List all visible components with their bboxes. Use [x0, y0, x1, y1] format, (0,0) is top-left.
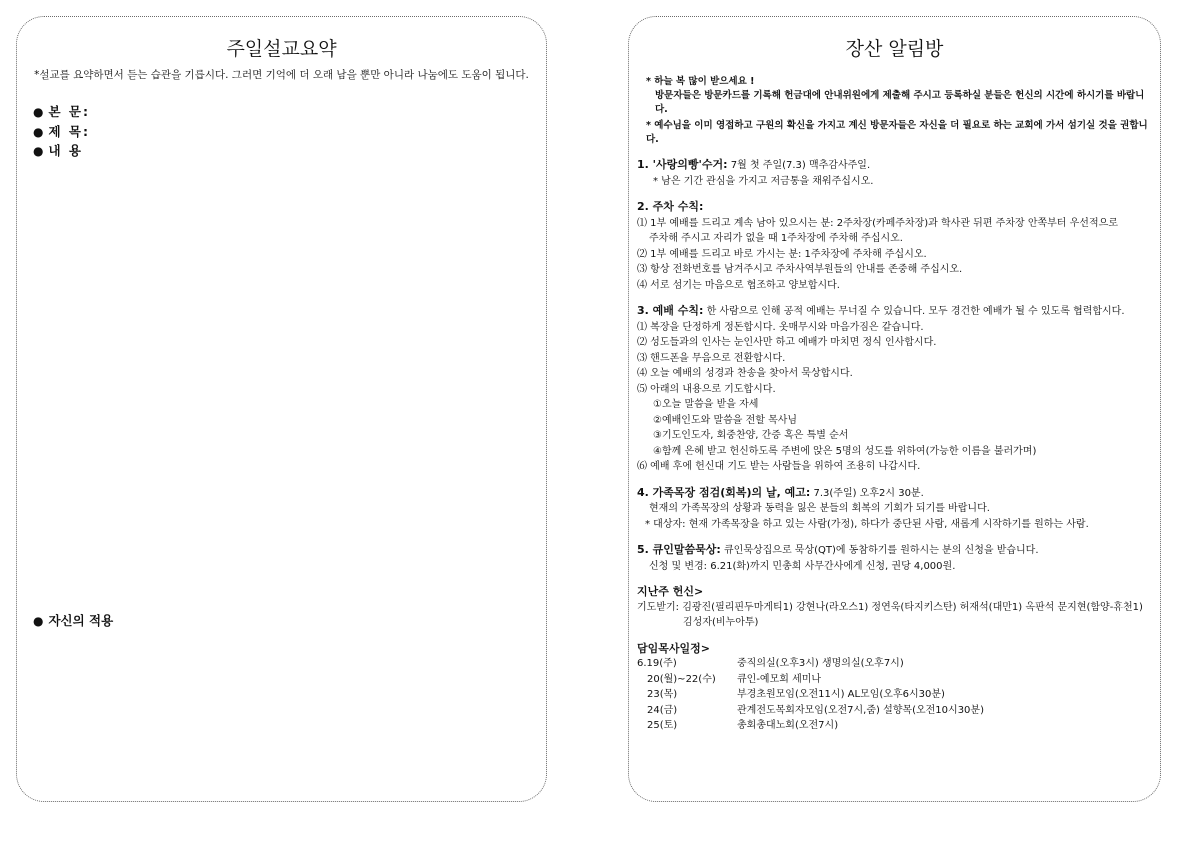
section-line: ⑷ 서로 섬기는 마음으로 협조하고 양보합시다.	[637, 279, 840, 291]
bullet-icon: ●	[33, 614, 44, 628]
prayer-item: ④함께 은혜 받고 헌신하도록 주변에 앉은 5명의 성도를 위하여(가능한 이름을 불러가며)	[653, 445, 1037, 457]
section-heading: 5. 큐인말씀묵상:	[637, 543, 721, 556]
content-label: 내 용	[48, 143, 83, 158]
notice-line: * 하늘 복 많이 받으세요 !	[646, 76, 755, 87]
section-heading: 2. 주차 수칙:	[637, 200, 704, 213]
bullet-icon: ●	[33, 144, 44, 158]
schedule-date: 25(토)	[647, 720, 678, 731]
schedule-date: 20(월)~22(수)	[647, 673, 716, 685]
section-text: 7월 첫 주일(7.3) 맥추감사주일.	[727, 160, 871, 171]
section-parking	[637, 199, 1152, 216]
section-line: ⑹ 예배 후에 헌신대 기도 받는 사람들을 위하여 조용히 나갑시다.	[637, 461, 921, 472]
section-heading: 4. 가족목장 점검(회복)의 날, 예고:	[637, 485, 811, 499]
scripture-label: 본 문:	[48, 104, 90, 119]
section-worship	[637, 303, 1152, 320]
section-line: 신청 및 변경: 6.21(화)까지 민총희 사무간사에게 신청, 권당 4,000원.	[649, 560, 956, 572]
notice-line: 방문자들은 방문카드를 기록해 헌금대에 안내위원에게 제출해 주시고 등록하실 분들은 헌신의 시간에 하시기를 바랍니다.	[655, 90, 1145, 115]
announcements-content	[637, 75, 1152, 734]
section-text: 7.3(주일) 오후2시 30분.	[810, 487, 924, 499]
schedule-row	[637, 703, 1152, 719]
application-label: 자신의 적용	[48, 613, 114, 628]
section-line: ⑵ 성도들과의 인사는 눈인사만 하고 예배가 마치면 정식 인사합시다.	[637, 337, 937, 348]
welcome-notice	[637, 75, 1152, 147]
schedule-event: 큐인-예모회 세미나	[737, 673, 822, 685]
section-heading: 1. '사랑의빵'수거:	[637, 158, 728, 171]
application-field	[33, 611, 113, 629]
offering-line: 김성자(비누아투)	[683, 617, 759, 628]
scripture-field	[33, 102, 90, 120]
section-love-bread	[637, 157, 1152, 174]
prayer-item: ②예배인도와 말씀을 전할 목사님	[653, 414, 798, 426]
prayer-item: ①오늘 말씀을 받을 자세	[653, 399, 759, 410]
bullet-icon: ●	[33, 125, 44, 139]
schedule-event: 총회총대노회(오전7시)	[737, 720, 839, 731]
schedule-date: 23(목)	[647, 689, 678, 700]
section-line: * 남은 기간 관심을 가지고 저금통을 채워주십시오.	[653, 175, 874, 187]
bullet-icon: ●	[33, 105, 44, 119]
sermon-title-field	[33, 122, 90, 140]
schedule-row	[637, 656, 1152, 672]
content-field	[33, 141, 83, 159]
schedule-event: 부경초원모임(오전11시) AL모임(오후6시30분)	[737, 689, 945, 700]
section-line: ⑸ 아래의 내용으로 기도합시다.	[637, 383, 776, 395]
offering-heading: 지난주 헌신>	[637, 585, 704, 598]
schedule-event: 중직의실(오후3시) 생명의실(오후7시)	[737, 658, 904, 669]
prayer-item: ③기도인도자, 회중찬양, 간증 혹은 특별 순서	[653, 430, 849, 441]
sermon-summary-instruction: *설교를 요약하면서 듣는 습관을 기릅시다. 그러면 기억에 더 오래 남을 뿐만 아니라 나눔에도 도움이 됩니다.	[34, 69, 529, 81]
section-line: ⑷ 오늘 예배의 성경과 찬송을 찾아서 묵상합시다.	[637, 368, 853, 379]
offering-line: 기도받기: 김광진(필리핀두마게티1) 강현나(라오스1) 정연욱(타지키스탄) 허재석(대만1) 옥판석 문지현(함양-휴천1)	[637, 601, 1143, 613]
sermon-summary-title: 주일설교요약	[226, 38, 337, 60]
section-qt	[637, 542, 1152, 559]
schedule-heading: 담임목사일정>	[637, 641, 710, 655]
section-line: 주차해 주시고 자리가 없을 때 1주차장에 주차해 주십시오.	[649, 233, 903, 244]
section-line: ⑴ 1부 예배를 드리고 계속 남아 있으시는 분: 2주차장(카페주차장)과 학사관 뒤편 주차장 안쪽부터 우선적으로	[637, 217, 1118, 229]
sermon-summary-panel	[16, 16, 547, 802]
section-line: ⑴ 복장을 단정하게 정돈합시다. 옷매무시와 마음가짐은 같습니다.	[637, 321, 924, 333]
schedule-date: 24(금)	[647, 704, 678, 716]
section-family-group	[637, 485, 1152, 502]
section-line: * 대상자: 현재 가족목장을 하고 있는 사람(가정), 하다가 중단된 사람, 새롭게 시작하기를 원하는 사람.	[645, 518, 1089, 530]
section-heading: 3. 예배 수칙:	[637, 304, 704, 317]
section-text: 큐인묵상집으로 묵상(QT)에 동참하기를 원하시는 분의 신청을 받습니다.	[720, 545, 1039, 556]
notice-line: * 예수님을 이미 영접하고 구원의 확신을 가지고 계신 방문자들은 자신을 더 필요로 하는 교회에 가서 섬기실 것을 권합니다.	[646, 120, 1148, 145]
schedule-row	[637, 718, 1152, 734]
announcements-title: 장산 알림방	[845, 38, 944, 60]
schedule-date: 6.19(주)	[637, 658, 677, 669]
section-line: ⑵ 1부 예배를 드리고 바로 가시는 분: 1주차장에 주차해 주십시오.	[637, 248, 927, 260]
announcements-panel	[628, 16, 1161, 802]
section-line: 현재의 가족목장의 상황과 동력을 잃은 분들의 회복의 기회가 되기를 바랍니다.	[649, 503, 990, 514]
sermon-title-label: 제 목:	[48, 124, 90, 139]
schedule-row	[637, 687, 1152, 703]
section-line: ⑶ 핸드폰을 무음으로 전환합시다.	[637, 352, 786, 364]
schedule-row	[637, 672, 1152, 688]
section-text: 한 사람으로 인해 공적 예배는 무너질 수 있습니다. 모두 경건한 예배가 될 수 있도록 협력합시다.	[703, 306, 1125, 317]
schedule-event: 관계전도목회자모임(오전7시,줌) 설향목(오전10시30분)	[737, 704, 984, 716]
section-line: ⑶ 항상 전화번호를 남겨주시고 주차사역부원들의 안내를 존중해 주십시오.	[637, 264, 963, 275]
